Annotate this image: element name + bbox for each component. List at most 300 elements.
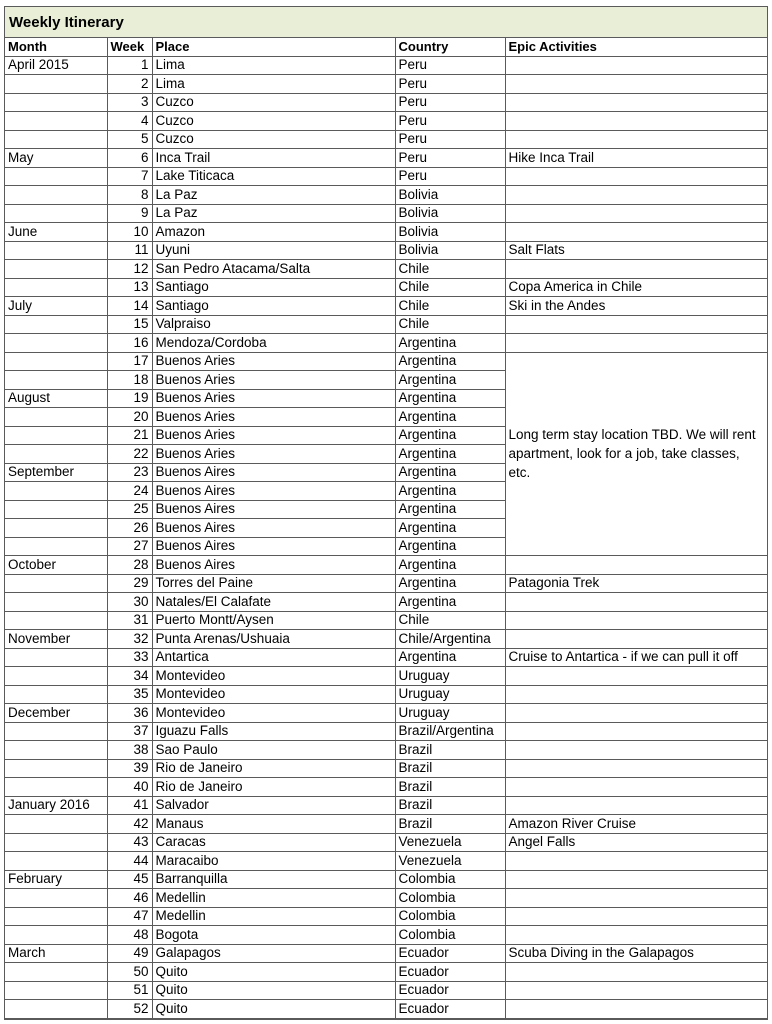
epic-cell bbox=[505, 260, 767, 279]
country-cell: Peru bbox=[395, 130, 505, 149]
country-cell: Argentina bbox=[395, 574, 505, 593]
month-cell bbox=[5, 611, 107, 630]
epic-cell bbox=[505, 556, 767, 575]
place-cell: Torres del Paine bbox=[152, 574, 395, 593]
country-cell: Chile/Argentina bbox=[395, 630, 505, 649]
month-cell bbox=[5, 315, 107, 334]
place-cell: Antartica bbox=[152, 648, 395, 667]
table-row bbox=[5, 112, 767, 131]
table-row bbox=[5, 926, 767, 945]
epic-cell bbox=[505, 611, 767, 630]
week-cell: 18 bbox=[107, 371, 152, 390]
week-cell: 3 bbox=[107, 93, 152, 112]
month-cell bbox=[5, 352, 107, 371]
month-cell: February bbox=[5, 870, 107, 889]
place-cell: Inca Trail bbox=[152, 149, 395, 168]
month-cell bbox=[5, 445, 107, 464]
place-cell: Lima bbox=[152, 56, 395, 75]
header-country: Country bbox=[395, 38, 505, 56]
epic-cell bbox=[505, 704, 767, 723]
place-cell: Rio de Janeiro bbox=[152, 759, 395, 778]
place-cell: Manaus bbox=[152, 815, 395, 834]
month-cell bbox=[5, 204, 107, 223]
week-cell: 49 bbox=[107, 944, 152, 963]
header-row bbox=[5, 38, 767, 56]
week-cell: 10 bbox=[107, 223, 152, 242]
place-cell: Buenos Aries bbox=[152, 408, 395, 427]
week-cell: 21 bbox=[107, 426, 152, 445]
place-cell: Maracaibo bbox=[152, 852, 395, 871]
week-cell: 8 bbox=[107, 186, 152, 205]
country-cell: Chile bbox=[395, 315, 505, 334]
epic-cell bbox=[505, 223, 767, 242]
place-cell: Cuzco bbox=[152, 130, 395, 149]
month-cell bbox=[5, 537, 107, 556]
week-cell: 37 bbox=[107, 722, 152, 741]
table-row bbox=[5, 704, 767, 723]
month-cell bbox=[5, 833, 107, 852]
country-cell: Chile bbox=[395, 278, 505, 297]
country-cell: Argentina bbox=[395, 593, 505, 612]
country-cell: Argentina bbox=[395, 519, 505, 538]
country-cell: Peru bbox=[395, 75, 505, 94]
table-row bbox=[5, 241, 767, 260]
place-cell: Montevideo bbox=[152, 704, 395, 723]
table-row bbox=[5, 334, 767, 353]
month-cell bbox=[5, 241, 107, 260]
place-cell: Caracas bbox=[152, 833, 395, 852]
country-cell: Argentina bbox=[395, 500, 505, 519]
country-cell: Ecuador bbox=[395, 1000, 505, 1019]
epic-cell bbox=[505, 630, 767, 649]
month-cell bbox=[5, 371, 107, 390]
place-cell: Mendoza/Cordoba bbox=[152, 334, 395, 353]
month-cell bbox=[5, 519, 107, 538]
place-cell: Cuzco bbox=[152, 93, 395, 112]
country-cell: Argentina bbox=[395, 408, 505, 427]
epic-cell bbox=[505, 130, 767, 149]
month-cell bbox=[5, 167, 107, 186]
table-row bbox=[5, 722, 767, 741]
week-cell: 32 bbox=[107, 630, 152, 649]
month-cell bbox=[5, 685, 107, 704]
place-cell: Santiago bbox=[152, 278, 395, 297]
epic-cell bbox=[505, 889, 767, 908]
country-cell: Colombia bbox=[395, 870, 505, 889]
month-cell bbox=[5, 482, 107, 501]
table-row bbox=[5, 315, 767, 334]
country-cell: Chile bbox=[395, 611, 505, 630]
place-cell: Galapagos bbox=[152, 944, 395, 963]
week-cell: 20 bbox=[107, 408, 152, 427]
epic-cell bbox=[505, 778, 767, 797]
place-cell: Buenos Aires bbox=[152, 537, 395, 556]
table-row bbox=[5, 630, 767, 649]
place-cell: San Pedro Atacama/Salta bbox=[152, 260, 395, 279]
week-cell: 12 bbox=[107, 260, 152, 279]
week-cell: 33 bbox=[107, 648, 152, 667]
place-cell: Buenos Aires bbox=[152, 519, 395, 538]
month-cell bbox=[5, 278, 107, 297]
month-cell: March bbox=[5, 944, 107, 963]
week-cell: 36 bbox=[107, 704, 152, 723]
country-cell: Argentina bbox=[395, 389, 505, 408]
table-row bbox=[5, 852, 767, 871]
table-row bbox=[5, 130, 767, 149]
table-row bbox=[5, 297, 767, 316]
country-cell: Argentina bbox=[395, 352, 505, 371]
week-cell: 6 bbox=[107, 149, 152, 168]
place-cell: La Paz bbox=[152, 204, 395, 223]
country-cell: Venezuela bbox=[395, 852, 505, 871]
country-cell: Argentina bbox=[395, 463, 505, 482]
place-cell: Medellin bbox=[152, 907, 395, 926]
epic-cell bbox=[505, 741, 767, 760]
country-cell: Brazil bbox=[395, 796, 505, 815]
week-cell: 16 bbox=[107, 334, 152, 353]
country-cell: Argentina bbox=[395, 482, 505, 501]
country-cell: Ecuador bbox=[395, 944, 505, 963]
place-cell: Buenos Aries bbox=[152, 352, 395, 371]
epic-cell bbox=[505, 1000, 767, 1019]
country-cell: Brazil bbox=[395, 815, 505, 834]
country-cell: Bolivia bbox=[395, 241, 505, 260]
table-row bbox=[5, 260, 767, 279]
epic-cell bbox=[505, 852, 767, 871]
country-cell: Peru bbox=[395, 112, 505, 131]
place-cell: Montevideo bbox=[152, 667, 395, 686]
epic-cell bbox=[505, 334, 767, 353]
week-cell: 40 bbox=[107, 778, 152, 797]
month-cell bbox=[5, 667, 107, 686]
week-cell: 27 bbox=[107, 537, 152, 556]
month-cell bbox=[5, 130, 107, 149]
week-cell: 44 bbox=[107, 852, 152, 871]
epic-cell bbox=[505, 685, 767, 704]
month-cell bbox=[5, 963, 107, 982]
country-cell: Chile bbox=[395, 297, 505, 316]
week-cell: 24 bbox=[107, 482, 152, 501]
epic-cell bbox=[505, 593, 767, 612]
place-cell: Montevideo bbox=[152, 685, 395, 704]
table-row bbox=[5, 93, 767, 112]
epic-cell bbox=[505, 93, 767, 112]
month-cell bbox=[5, 75, 107, 94]
month-cell bbox=[5, 889, 107, 908]
table-row bbox=[5, 759, 767, 778]
table-row bbox=[5, 1000, 767, 1019]
week-cell: 26 bbox=[107, 519, 152, 538]
country-cell: Argentina bbox=[395, 556, 505, 575]
epic-cell: Copa America in Chile bbox=[505, 278, 767, 297]
month-cell bbox=[5, 500, 107, 519]
month-cell bbox=[5, 722, 107, 741]
place-cell: Medellin bbox=[152, 889, 395, 908]
week-cell: 46 bbox=[107, 889, 152, 908]
epic-cell bbox=[505, 722, 767, 741]
table-row bbox=[5, 648, 767, 667]
epic-cell bbox=[505, 56, 767, 75]
epic-cell bbox=[505, 667, 767, 686]
place-cell: Rio de Janeiro bbox=[152, 778, 395, 797]
epic-cell bbox=[505, 315, 767, 334]
place-cell: Quito bbox=[152, 981, 395, 1000]
table-row bbox=[5, 870, 767, 889]
epic-cell bbox=[505, 963, 767, 982]
table-row bbox=[5, 556, 767, 575]
sheet-title: Weekly Itinerary bbox=[5, 7, 767, 38]
country-cell: Brazil/Argentina bbox=[395, 722, 505, 741]
month-cell bbox=[5, 1000, 107, 1019]
country-cell: Argentina bbox=[395, 334, 505, 353]
table-row bbox=[5, 149, 767, 168]
week-cell: 29 bbox=[107, 574, 152, 593]
place-cell: Santiago bbox=[152, 297, 395, 316]
table-row bbox=[5, 204, 767, 223]
week-cell: 28 bbox=[107, 556, 152, 575]
epic-cell bbox=[505, 759, 767, 778]
week-cell: 11 bbox=[107, 241, 152, 260]
country-cell: Peru bbox=[395, 167, 505, 186]
table-row bbox=[5, 593, 767, 612]
table-row bbox=[5, 667, 767, 686]
week-cell: 9 bbox=[107, 204, 152, 223]
table-row bbox=[5, 611, 767, 630]
week-cell: 38 bbox=[107, 741, 152, 760]
table-row bbox=[5, 963, 767, 982]
week-cell: 17 bbox=[107, 352, 152, 371]
itinerary-sheet bbox=[4, 6, 768, 1020]
week-cell: 52 bbox=[107, 1000, 152, 1019]
place-cell: Lake Titicaca bbox=[152, 167, 395, 186]
table-row bbox=[5, 889, 767, 908]
country-cell: Argentina bbox=[395, 426, 505, 445]
week-cell: 39 bbox=[107, 759, 152, 778]
country-cell: Argentina bbox=[395, 445, 505, 464]
epic-cell bbox=[505, 112, 767, 131]
week-cell: 23 bbox=[107, 463, 152, 482]
country-cell: Colombia bbox=[395, 926, 505, 945]
epic-cell: Angel Falls bbox=[505, 833, 767, 852]
table-row bbox=[5, 186, 767, 205]
country-cell: Brazil bbox=[395, 778, 505, 797]
country-cell: Colombia bbox=[395, 889, 505, 908]
country-cell: Uruguay bbox=[395, 685, 505, 704]
epic-cell bbox=[505, 796, 767, 815]
country-cell: Peru bbox=[395, 93, 505, 112]
month-cell: September bbox=[5, 463, 107, 482]
week-cell: 15 bbox=[107, 315, 152, 334]
week-cell: 43 bbox=[107, 833, 152, 852]
country-cell: Uruguay bbox=[395, 704, 505, 723]
table-body bbox=[5, 56, 767, 1018]
month-cell: July bbox=[5, 297, 107, 316]
country-cell: Argentina bbox=[395, 648, 505, 667]
header-epic-activities: Epic Activities bbox=[505, 38, 767, 56]
week-cell: 41 bbox=[107, 796, 152, 815]
epic-cell: Ski in the Andes bbox=[505, 297, 767, 316]
epic-cell: Patagonia Trek bbox=[505, 574, 767, 593]
country-cell: Venezuela bbox=[395, 833, 505, 852]
place-cell: Lima bbox=[152, 75, 395, 94]
place-cell: Buenos Aires bbox=[152, 500, 395, 519]
table-row bbox=[5, 796, 767, 815]
place-cell: Buenos Aries bbox=[152, 445, 395, 464]
week-cell: 2 bbox=[107, 75, 152, 94]
table-row bbox=[5, 278, 767, 297]
month-cell: April 2015 bbox=[5, 56, 107, 75]
month-cell: January 2016 bbox=[5, 796, 107, 815]
place-cell: Buenos Aires bbox=[152, 482, 395, 501]
week-cell: 4 bbox=[107, 112, 152, 131]
month-cell bbox=[5, 93, 107, 112]
place-cell: Bogota bbox=[152, 926, 395, 945]
table-row bbox=[5, 981, 767, 1000]
place-cell: Puerto Montt/Aysen bbox=[152, 611, 395, 630]
table-row bbox=[5, 56, 767, 75]
month-cell: November bbox=[5, 630, 107, 649]
week-cell: 5 bbox=[107, 130, 152, 149]
epic-cell bbox=[505, 186, 767, 205]
week-cell: 31 bbox=[107, 611, 152, 630]
header-place: Place bbox=[152, 38, 395, 56]
place-cell: Barranquilla bbox=[152, 870, 395, 889]
epic-cell: Salt Flats bbox=[505, 241, 767, 260]
table-row bbox=[5, 778, 767, 797]
month-cell bbox=[5, 334, 107, 353]
itinerary-table bbox=[5, 38, 767, 1019]
country-cell: Peru bbox=[395, 56, 505, 75]
week-cell: 30 bbox=[107, 593, 152, 612]
country-cell: Ecuador bbox=[395, 981, 505, 1000]
epic-cell bbox=[505, 870, 767, 889]
country-cell: Colombia bbox=[395, 907, 505, 926]
country-cell: Bolivia bbox=[395, 223, 505, 242]
place-cell: Salvador bbox=[152, 796, 395, 815]
month-cell bbox=[5, 778, 107, 797]
week-cell: 25 bbox=[107, 500, 152, 519]
table-row bbox=[5, 167, 767, 186]
month-cell bbox=[5, 112, 107, 131]
table-row bbox=[5, 223, 767, 242]
place-cell: Punta Arenas/Ushuaia bbox=[152, 630, 395, 649]
week-cell: 34 bbox=[107, 667, 152, 686]
epic-cell: Scuba Diving in the Galapagos bbox=[505, 944, 767, 963]
month-cell bbox=[5, 426, 107, 445]
country-cell: Bolivia bbox=[395, 186, 505, 205]
week-cell: 13 bbox=[107, 278, 152, 297]
epic-cell bbox=[505, 926, 767, 945]
table-row bbox=[5, 685, 767, 704]
week-cell: 19 bbox=[107, 389, 152, 408]
month-cell: June bbox=[5, 223, 107, 242]
place-cell: Iguazu Falls bbox=[152, 722, 395, 741]
place-cell: Buenos Aries bbox=[152, 426, 395, 445]
epic-cell bbox=[505, 204, 767, 223]
country-cell: Ecuador bbox=[395, 963, 505, 982]
month-cell bbox=[5, 648, 107, 667]
month-cell: May bbox=[5, 149, 107, 168]
week-cell: 50 bbox=[107, 963, 152, 982]
table-row bbox=[5, 907, 767, 926]
place-cell: Uyuni bbox=[152, 241, 395, 260]
long-term-stay-note: Long term stay location TBD. We will rent apartment, look for a job, take classes, etc. bbox=[505, 352, 767, 556]
week-cell: 48 bbox=[107, 926, 152, 945]
week-cell: 22 bbox=[107, 445, 152, 464]
country-cell: Chile bbox=[395, 260, 505, 279]
month-cell bbox=[5, 981, 107, 1000]
table-row bbox=[5, 741, 767, 760]
country-cell: Peru bbox=[395, 149, 505, 168]
country-cell: Brazil bbox=[395, 759, 505, 778]
place-cell: Buenos Aires bbox=[152, 556, 395, 575]
month-cell bbox=[5, 926, 107, 945]
month-cell: December bbox=[5, 704, 107, 723]
place-cell: Cuzco bbox=[152, 112, 395, 131]
week-cell: 35 bbox=[107, 685, 152, 704]
week-cell: 14 bbox=[107, 297, 152, 316]
place-cell: Sao Paulo bbox=[152, 741, 395, 760]
place-cell: Natales/El Calafate bbox=[152, 593, 395, 612]
month-cell bbox=[5, 852, 107, 871]
week-cell: 1 bbox=[107, 56, 152, 75]
place-cell: Valpraiso bbox=[152, 315, 395, 334]
place-cell: Buenos Aries bbox=[152, 389, 395, 408]
place-cell: Amazon bbox=[152, 223, 395, 242]
table-row bbox=[5, 944, 767, 963]
month-cell: October bbox=[5, 556, 107, 575]
month-cell bbox=[5, 574, 107, 593]
place-cell: Buenos Aires bbox=[152, 463, 395, 482]
month-cell bbox=[5, 907, 107, 926]
place-cell: Quito bbox=[152, 1000, 395, 1019]
epic-cell: Hike Inca Trail bbox=[505, 149, 767, 168]
epic-cell bbox=[505, 907, 767, 926]
month-cell bbox=[5, 260, 107, 279]
epic-cell bbox=[505, 75, 767, 94]
month-cell bbox=[5, 759, 107, 778]
month-cell bbox=[5, 408, 107, 427]
table-row bbox=[5, 352, 767, 371]
table-row bbox=[5, 75, 767, 94]
week-cell: 51 bbox=[107, 981, 152, 1000]
header-month: Month bbox=[5, 38, 107, 56]
week-cell: 7 bbox=[107, 167, 152, 186]
country-cell: Brazil bbox=[395, 741, 505, 760]
table-row bbox=[5, 574, 767, 593]
place-cell: Buenos Aries bbox=[152, 371, 395, 390]
place-cell: Quito bbox=[152, 963, 395, 982]
month-cell bbox=[5, 593, 107, 612]
country-cell: Argentina bbox=[395, 371, 505, 390]
week-cell: 45 bbox=[107, 870, 152, 889]
month-cell bbox=[5, 186, 107, 205]
country-cell: Bolivia bbox=[395, 204, 505, 223]
week-cell: 47 bbox=[107, 907, 152, 926]
table-row bbox=[5, 815, 767, 834]
place-cell: La Paz bbox=[152, 186, 395, 205]
table-row bbox=[5, 833, 767, 852]
country-cell: Argentina bbox=[395, 537, 505, 556]
month-cell: August bbox=[5, 389, 107, 408]
header-week: Week bbox=[107, 38, 152, 56]
month-cell bbox=[5, 741, 107, 760]
month-cell bbox=[5, 815, 107, 834]
epic-cell: Amazon River Cruise bbox=[505, 815, 767, 834]
epic-cell bbox=[505, 981, 767, 1000]
week-cell: 42 bbox=[107, 815, 152, 834]
epic-cell: Cruise to Antartica - if we can pull it off bbox=[505, 648, 767, 667]
